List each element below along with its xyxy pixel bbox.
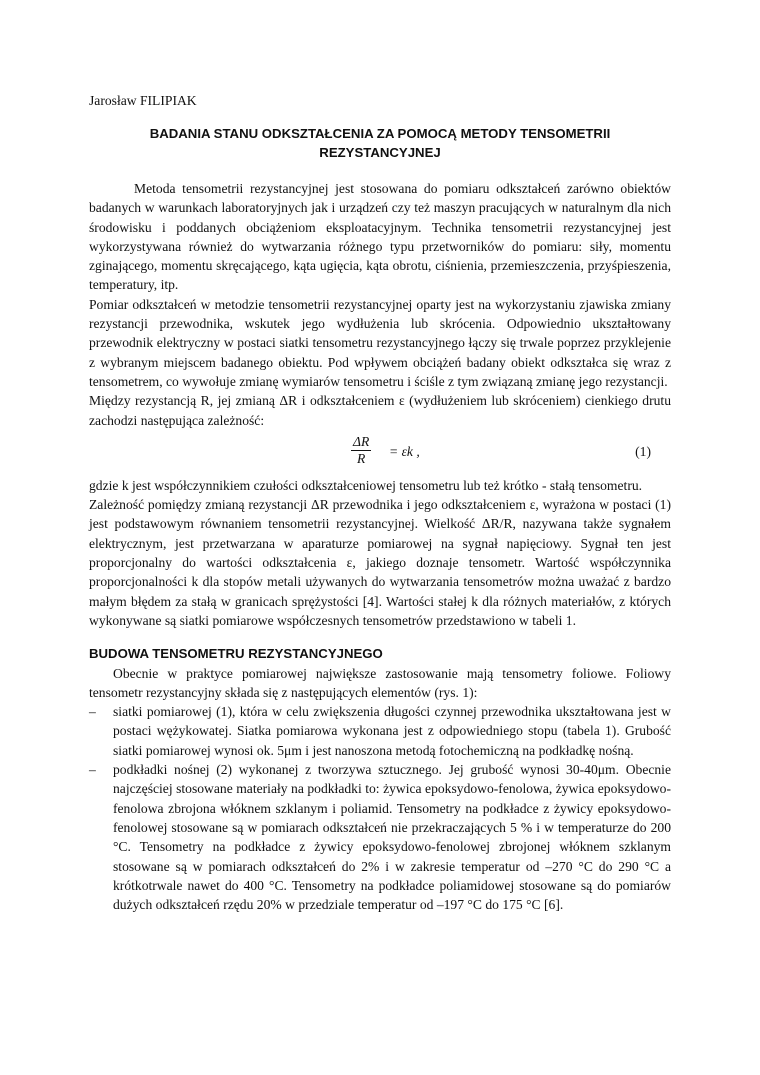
paper-title: BADANIA STANU ODKSZTAŁCENIA ZA POMOCĄ METODY TENSOMETRII REZYSTANCYJNEJ [149,126,611,160]
section-heading: BUDOWA TENSOMETRU REZYSTANCYJNEGO [89,646,383,662]
paragraph-fundamental-equation: Zależność pomiędzy zmianą rezystancji ΔR przewodnika i jego odkształceniem ε, wyrażona w postaci (1) jest podstawowym równaniem tensometrii rezystancyjnej. Wielkość ΔR/R, nazywana także sygnałem elektrycznym, jest przetwarzana w aparaturze pomiarowej na sygnał napięciowy. Sygnał ten jest proporcjonalny do wartości odkształcenia ε, jakiego doznaje tensometr. Wartość współczynnika proporcjonalności k dla stopów metali używanych do wytwarzania tensometrów można uważać z bardzo małym błędem za stałą w granicach sprężystości [4]. Wartości stałej k dla różnych materiałów, z których wykonywane są siatki pomiarowe współczesnych tensometrów przedstawiono w tabeli 1. [89,497,671,628]
equation-numerator: ΔR [353,433,370,449]
equation-rhs: = εk , [389,443,420,459]
equation-denominator: R [356,450,366,466]
document-body [89,179,671,914]
equation-number: (1) [635,443,651,459]
list-item-text: siatki pomiarowej (1), która w celu zwiększenia długości czynnej przewodnika ukształtowana jest w postaci wężykowatej. Siatka pomiarowa wykonana jest z odpowiedniego stopu (tabela 1). Grubość siatki pomiarowej wynosi ok. 5μm i jest nanoszona metodą fotochemiczną na podkładkę nośną. [113,704,671,758]
author-name: Jarosław FILIPIAK [89,93,197,108]
list-item [89,760,671,914]
list-item-text: podkładki nośnej (2) wykonanej z tworzywa sztucznego. Jej grubość wynosi 30-40μm. Obecnie najczęściej stosowane materiały na podkładki to: żywica epoksydowo-fenolowa, żywica epoksydowo-fenolowa zbrojona włóknem szklanym i poliamid. Tensometry na podkładce z żywicy epoksydowo-fenolowej stosowane są w pomiarach odkształceń nie przekraczających 5 % i w temperaturze do 200 °C. Tensometry na podkładce z żywicy epoksydowo-fenolowej zbrojonej włóknem szklanym stosowane są w pomiarach odkształceń do 2% i w zakresie temperatur od –270 °C do 290 °C a krótkotrwale nawet do 400 °C. Tensometry na podkładce poliamidowej stosowane są do pomiarów dużych odkształceń rzędu 20% w przedziale temperatur od –197 °C do 175 °C [6]. [113,762,671,913]
equation-1 [89,430,671,476]
paragraph-relation: Między rezystancją R, jej zmianą ΔR i odkształceniem ε (wydłużeniem lub skróceniem) cienkiego drutu zachodzi następująca zależność: [89,393,671,428]
paragraph-intro: Metoda tensometrii rezystancyjnej jest stosowana do pomiaru odkształceń zarówno obiektów badanych w warunkach laboratoryjnych jak i urządzeń czy też maszyn pracujących w naturalnym dla nich środowisku i poddanych obciążeniom eksploatacyjnym. Technika tensometrii rezystancyjnej jest wykorzystywana również do wytwarzania różnego typu przetworników do pomiaru: siły, momentu zginającego, momentu skręcającego, kąta ugięcia, kąta obrotu, ciśnienia, przemieszczenia, przyśpieszenia, temperatury, itp. [89,181,671,293]
component-list [89,702,671,914]
paragraph-gauge-factor: gdzie k jest współczynnikiem czułości odkształceniowej tensometru lub też krótko - stałą tensometru. [89,477,643,493]
paragraph-principle: Pomiar odkształceń w metodzie tensometrii rezystancyjnej oparty jest na wykorzystaniu zjawiska zmiany rezystancji przewodnika, wskutek jego wydłużenia lub skrócenia. Odpowiednio ukształtowany przewodnik elektryczny w postaci siatki tensometru rezystancyjnego łączy się trwale poprzez przyklejenie z wybranym miejscem badanego obiektu. Pod wpływem obciążeń badany obiekt odkształca się wraz z tensometrem, co wywołuje zmianę wymiarów tensometru i ściśle z tym związaną zmianę jego rezystancji. [89,296,671,389]
equation-fraction [351,434,371,467]
list-dash: – [89,704,96,720]
list-item [89,702,671,760]
list-dash: – [89,762,96,778]
section-intro: Obecnie w praktyce pomiarowej największe zastosowanie mają tensometry foliowe. Foliowy tensometr rezystancyjny składa się z następujących elementów (rys. 1): [89,665,671,700]
